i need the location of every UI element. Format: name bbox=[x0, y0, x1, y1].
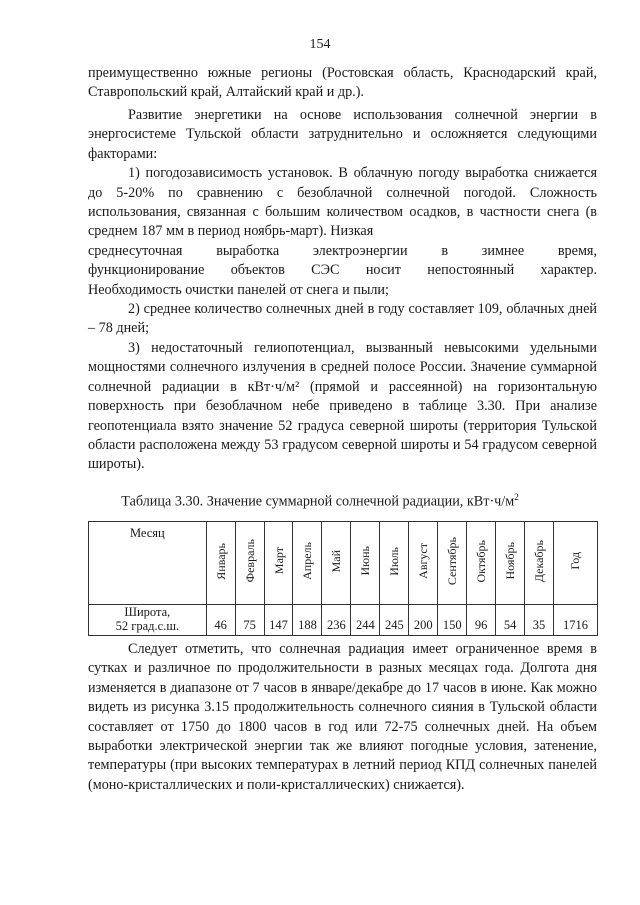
value-cell: 54 bbox=[496, 605, 525, 636]
month-cell bbox=[351, 522, 380, 605]
latitude-label: Широта, bbox=[124, 605, 171, 619]
month-label: Июль bbox=[387, 546, 402, 576]
latitude-value-label: 52 град.с.ш. bbox=[115, 619, 180, 633]
month-cell bbox=[409, 522, 438, 605]
value-cell: 244 bbox=[351, 605, 380, 636]
value-cell: 245 bbox=[380, 605, 409, 636]
value-cell: 236 bbox=[322, 605, 351, 636]
table-header-row bbox=[89, 522, 598, 605]
month-cell bbox=[525, 522, 554, 605]
month-cell bbox=[496, 522, 525, 605]
month-cell bbox=[467, 522, 496, 605]
year-label: Год bbox=[568, 552, 583, 570]
factor-1-end: Необходимость очистки панелей от снега и пыли; bbox=[88, 281, 389, 298]
solar-radiation-table bbox=[88, 521, 598, 636]
table-caption: Таблица 3.30. Значение суммарной солнечной радиации, $кВт\cdot ч/м^2$ bbox=[121, 492, 519, 510]
year-cell bbox=[553, 522, 597, 605]
month-cell bbox=[322, 522, 351, 605]
month-cell bbox=[380, 522, 409, 605]
value-cell: 147 bbox=[264, 605, 293, 636]
value-cell: 96 bbox=[467, 605, 496, 636]
month-label: Август bbox=[416, 543, 431, 579]
latitude-label-cell bbox=[89, 605, 207, 636]
month-header-cell: Месяц bbox=[89, 522, 207, 605]
month-label: Июнь bbox=[358, 546, 373, 576]
factor-1-line-2: функционирование объектов СЭС носит непостоянный характер. bbox=[88, 262, 597, 279]
factor-1-paragraph: 1) погодозависимость установок. В облачную погоду выработка снижается до 5-20% по сравнению с безоблачной солнечной погодой. Сложность использования, связанная с большим количеством осадков, в частности снега (в среднем 187 мм в период ноябрь-март). Низкая bbox=[88, 165, 597, 240]
intro-paragraph bbox=[88, 64, 597, 103]
factors-intro-paragraph: Развитие энергетики на основе использования солнечной энергии в энергосистеме Тульской области затруднительно и осложняется следующими факторами: bbox=[88, 107, 597, 162]
intro-text: преимущественно южные регионы (Ростовская область, Краснодарский край, Ставропольский край, Алтайский край и др.). bbox=[88, 65, 597, 101]
month-label: Ноябрь bbox=[503, 542, 518, 580]
value-cell: 35 bbox=[525, 605, 554, 636]
month-label: Март bbox=[271, 547, 286, 575]
value-cell: 150 bbox=[438, 605, 467, 636]
table-values-row bbox=[89, 605, 598, 636]
month-label: Февраль bbox=[242, 539, 257, 583]
month-label: Май bbox=[329, 549, 344, 573]
value-cell: 188 bbox=[293, 605, 322, 636]
month-label: Апрель bbox=[300, 542, 315, 580]
month-label: Сентябрь bbox=[445, 536, 460, 586]
factors-section bbox=[88, 106, 597, 475]
page-number: 154 bbox=[309, 37, 331, 52]
factor-1-line-1: среднесуточная выработка электроэнергии в зимнее время, bbox=[88, 242, 597, 259]
month-cell bbox=[293, 522, 322, 605]
month-label: Январь bbox=[213, 542, 228, 580]
month-cell bbox=[438, 522, 467, 605]
factor-3-paragraph: 3) недостаточный гелиопотенциал, вызванный невысокими удельными мощностями солнечного излучения в средней полосе России. Значение суммарной солнечной радиации в кВт·ч/м² (прямой и рассеянной) на горизонтальную поверхность при безоблачном небе приведено в таблице 3.30. При анализе геопотенциала взято значение 52 градуса северной широты (территория Тульской области расположена между 53 градусом северной широты и 54 градусом северной широты). bbox=[88, 339, 597, 473]
value-cell: 200 bbox=[409, 605, 438, 636]
value-cell: 46 bbox=[206, 605, 235, 636]
month-label: Декабрь bbox=[532, 539, 546, 583]
month-cell bbox=[264, 522, 293, 605]
month-cell bbox=[235, 522, 264, 605]
after-table-paragraph: Следует отметить, что солнечная радиация имеет ограниченное время в сутках и различное по продолжительности в разных месяцах года. Долгота дня изменяется в диапазоне от 7 часов в январе/декабре до 17 часов в июне. Как можно видеть из рисунка 3.15 продолжительность солнечного сияния в Тульской области составляет от 1750 до 1800 часов в год или 72-75 солнечных дней. На объем выработки электрической энергии так же влияют погодные условия, затенение, температуры (при высоких температурах в летний период КПД солнечных панелей (моно-кристаллических и поли-кристаллических) снижается). bbox=[88, 641, 597, 793]
month-cell bbox=[206, 522, 235, 605]
month-label: Октябрь bbox=[474, 539, 489, 583]
year-total-cell: 1716 bbox=[553, 605, 597, 636]
factor-2-paragraph: 2) среднее количество солнечных дней в году составляет 109, облачных дней – 78 дней; bbox=[88, 301, 597, 337]
value-cell: 75 bbox=[235, 605, 264, 636]
after-table-section bbox=[88, 640, 597, 795]
